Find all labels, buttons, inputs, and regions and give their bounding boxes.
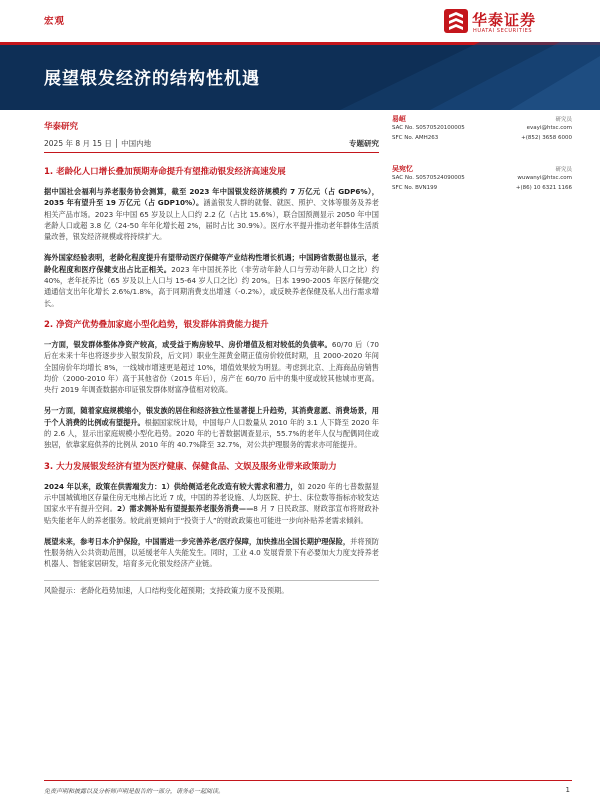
analyst-sfc: SFC No. BVN199: [392, 185, 438, 191]
paragraph: [44, 186, 379, 242]
analyst-sac-row: [392, 175, 572, 185]
risk-warning: 风险提示：老龄化趋势加速，人口结构变化超预期；支持政策力度不及预期。: [44, 580, 379, 596]
analyst-sfc: SFC No. AMH263: [392, 135, 439, 141]
footer-divider: [44, 780, 572, 781]
analyst-name: 易峘: [392, 115, 406, 123]
analyst-phone: +(86) 10 6321 1166: [515, 185, 572, 191]
paragraph-lead: 海外国家经验表明，老龄化程度提升有望带动医疗保健等产业结构性增长机遇；中国跨省数据也显示，老龄化程度和医疗保健支出占比正相关。: [44, 253, 379, 274]
analyst-email[interactable]: wuwanyi@htsc.com: [517, 175, 572, 181]
report-type: 专题研究: [349, 139, 379, 148]
analyst-sac: SAC No. S0570520100005: [392, 125, 465, 131]
paragraph-body: 如 2020 年的七普数据显示中国城镇地区存量住房无电梯占比近 7 成，中国的养老设施、人均医院、护士、床位数等指标亦较发达国家水平有提升空间。: [44, 481, 379, 514]
analyst-sac-row: [392, 125, 572, 135]
huatai-logo: [444, 9, 574, 37]
section-heading-3: 3. 大力发展银发经济有望为医疗健康、保健食品、文娱及服务业带来政策助力: [44, 461, 337, 472]
analyst-name: 吴宛忆: [392, 165, 413, 173]
paragraph: [44, 536, 379, 570]
analyst-phone: +(852) 3658 6000: [521, 135, 572, 141]
paragraph-body: 8 月 7 日民政部、财政部宣布将财政补贴失能老年人的养老服务。较此前更倾向于“投资于人”的财政政策也可能进一步向补贴养老需求倾斜。: [44, 504, 379, 525]
analyst-email[interactable]: evayi@htsc.com: [526, 125, 572, 131]
analyst-panel: [392, 114, 572, 214]
logo-english-name: HUATAI SECURITIES: [473, 28, 533, 34]
section-tag: 宏观: [44, 16, 66, 27]
paragraph-lead: 据中国社会福利与养老服务协会测算，截至 2023 年中国银发经济规模约 7 万亿元（占 GDP6%），2035 年有望升至 19 万亿元（占 GDP10%）。: [44, 187, 379, 208]
analyst-sfc-row: [392, 185, 572, 195]
page-number: 1: [565, 786, 570, 794]
report-meta: [44, 120, 379, 132]
research-org: 华泰研究: [44, 122, 79, 132]
report-date: 2025 年 8 月 15 日 │ 中国内地: [44, 139, 152, 148]
paragraph-lead: 展望未来，参考日本介护保险，中国需进一步完善养老/医疗保障，加快推出全国长期护理保险，: [44, 536, 351, 546]
paragraph-body: 根据国家统计局，中国每户人口数量从 2010 年的 3.1 人下降至 2020 年的 2.6 人，显示出家庭规模小型化趋势。2020 年的七普数据调查显示，55.7%的老年人仅与配偶同住或独居，依靠家庭供养的比例从 2010 年的 40.7%降至 32.7%，对公共护理服务的需求亦可能提升。: [44, 417, 379, 450]
paragraph: [44, 481, 379, 526]
page-title: 展望银发经济的结构性机遇: [44, 69, 260, 89]
section-heading-2: 2. 净资产优势叠加家庭小型化趋势，银发群体消费能力提升: [44, 319, 269, 330]
paragraph-lead: 另一方面，随着家庭规模缩小，银发族的居住和经济独立性显著提上升趋势，其消费意愿、消费场景，用于个人消费的比例或有望提升。: [44, 406, 379, 427]
paragraph-lead: 一方面，银发群体整体净资产较高，或受益于购房较早、房价增值及相对较低的负债率。: [44, 339, 332, 349]
disclaimer-note: 免责声明和披露以及分析师声明是报告的一部分，请务必一起阅读。: [44, 788, 225, 795]
analyst-role: 研究员: [555, 117, 572, 123]
report-body: [44, 160, 379, 596]
paragraph: [44, 405, 379, 450]
analyst-card: [392, 164, 572, 214]
logo-mark-icon: [444, 9, 468, 33]
section-heading-1: 1. 老龄化人口增长叠加预期寿命提升有望推动银发经济高速发展: [44, 167, 286, 177]
paragraph-lead: 2）需求侧补贴有望提振养老服务消费——: [117, 504, 254, 514]
paragraph-lead: 2024 年以来，政策在供需端发力：1）供给侧适老化改造有较大需求和潜力，: [44, 481, 298, 491]
page-header: [0, 0, 600, 42]
analyst-card: [392, 114, 572, 164]
paragraph-body: 60/70 后（70 后在未来十年也将逐步步入银发阶段，后文同）职业生涯黄金期正值房价较低时期，且 2000-2020 年间全国房价年均增长 8%，一线城市增速更是超过 10%，增值效果较为明显。考虑到北京、上海商品房销售均价（2000-2010 年）高于其他省份（2015 年后），房产在 60/70 后中的集中度或较其他城市更高。央行 2019 年调查数据亦印证银发群体财富净值相对较高。: [44, 339, 379, 395]
analyst-role: 研究员: [555, 167, 572, 173]
logo-chinese-name: 华泰证券: [472, 11, 537, 29]
meta-divider: [44, 152, 379, 153]
title-band-decoration-icon: [340, 42, 600, 110]
paragraph-body: 并将预防性服务纳入公共资助范围，以延缓老年人失能发生。同时，工业 4.0 发展背景下有必要加大力度支持养老机器人、智能家居研发，培育多元化银发经济产业链。: [44, 536, 379, 569]
analyst-sfc-row: [392, 135, 572, 145]
paragraph-body: 2023 年中国抚养比（非劳动年龄人口与劳动年龄人口之比）约 40%，老年抚养比（65 岁及以上人口与 15-64 岁人口之比）约 20%。日本 1990-2005 年医疗保健/交通通信支出年化增长 2.6%/1.8%，高于同期消费支出增速（-0.2%），或反映养老保健及私人出行需求增长。: [44, 264, 379, 308]
title-band: [0, 42, 600, 110]
paragraph: [44, 339, 379, 395]
paragraph-body: 涵盖银发人群的就餐、就医、照护、文体等服务及养老相关产品市场。2023 年中国 65 岁及以上人口约 2.2 亿（占比 15.6%），联合国预测显示 2050 年中国老龄人口或超 3.8 亿（24-50 年年化增长超 2%，届时占比 30.9%）。医疗水平提升推动老年群体生活质量改善，银发经济规模或将持续扩大。: [44, 198, 379, 242]
report-meta-row: [44, 138, 379, 150]
paragraph: [44, 252, 379, 308]
analyst-sac: SAC No. S0570524090005: [392, 175, 465, 181]
